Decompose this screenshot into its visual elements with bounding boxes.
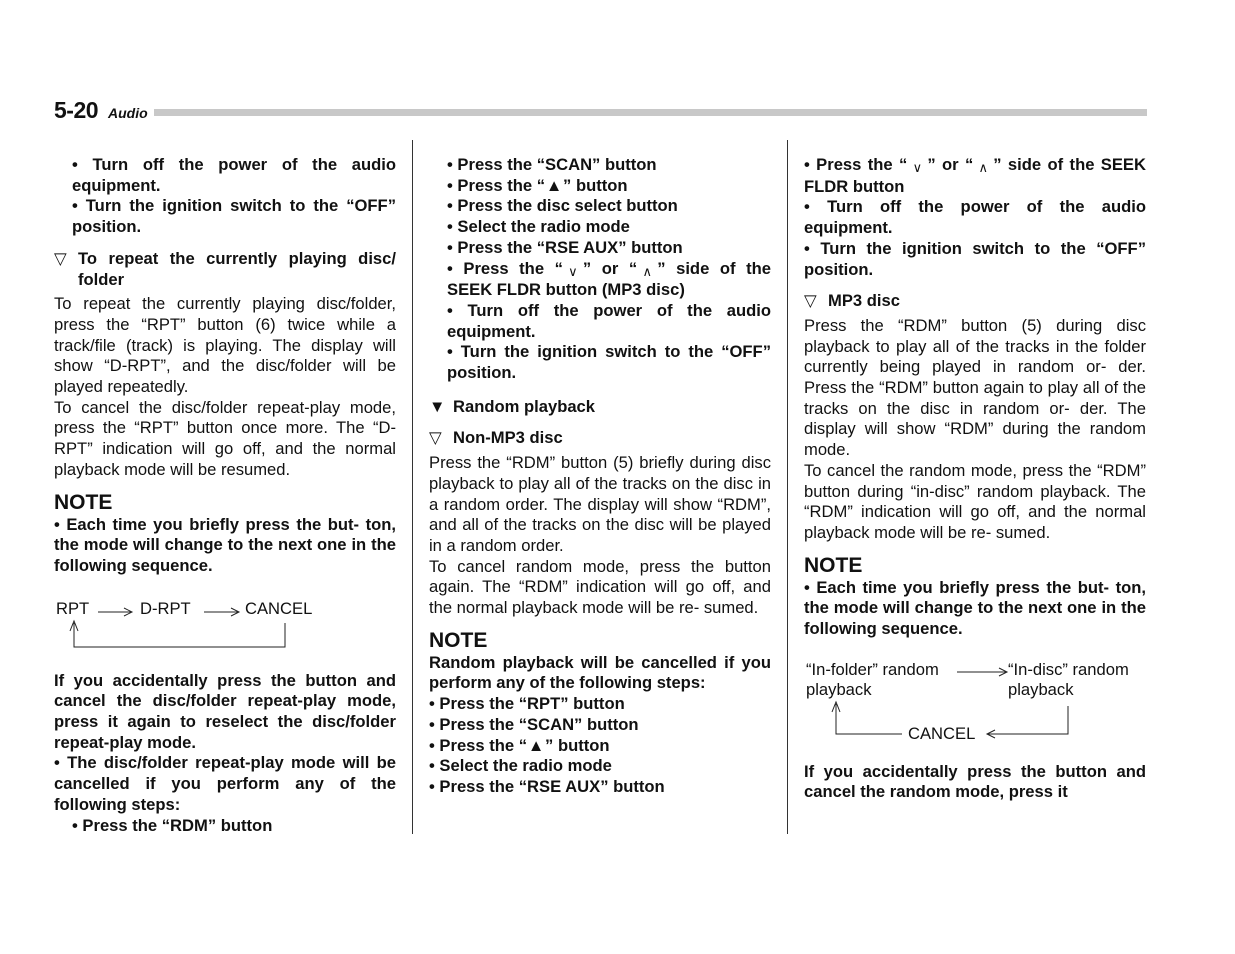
hollow-triangle-icon: ▽ <box>804 291 817 311</box>
paragraph-random-how: Press the “RDM” button (5) briefly during disc playback to play all of the tracks on the disc in a random order. The display will show “RDM”, and all of the tracks on the disc will be played in a random order. <box>429 453 771 555</box>
step-ignition-off: • Turn the ignition switch to the “OFF” position. <box>447 342 771 383</box>
column-3 <box>804 155 1146 803</box>
page-number: 5-20 <box>54 97 99 123</box>
diagram-rpt: RPT <box>56 598 90 618</box>
step-power-off: • Turn off the power of the audio equipment. <box>447 300 771 341</box>
page-header <box>54 97 1147 125</box>
diagram-in-disc-line2: playback <box>1008 679 1074 699</box>
note-accidental-random: If you accidentally press the button and cancel the random mode, press it <box>804 761 1146 802</box>
column-divider-2 <box>787 140 788 834</box>
step-power-off-2: • Turn off the power of the audio equipment. <box>804 197 1146 238</box>
sequence-diagram <box>54 577 396 671</box>
diagram-cancel: CANCEL <box>245 598 313 618</box>
eject-icon: ▲ <box>545 175 563 195</box>
note-repeat-cancelled: • The disc/folder repeat-play mode will be cancelled if you perform any of the following steps: <box>54 753 396 814</box>
diagram-arrows <box>804 640 1146 762</box>
diagram-cancel: CANCEL <box>908 723 976 743</box>
step-press-scan-2: • Press the “SCAN” button <box>429 714 639 734</box>
step-seek-fldr-2: • Press the “ ∨ ” or “ ∧ ” side of the SEEK FLDR button <box>804 155 1146 196</box>
subheading-mp3: ▽ MP3 disc <box>804 291 900 311</box>
column-2 <box>429 155 771 798</box>
step-press-eject: • Press the “▲” button <box>447 175 628 195</box>
bullet-ignition-off: • Turn the ignition switch to the “OFF” position. <box>72 196 396 237</box>
hollow-triangle-icon: ▽ <box>54 248 67 268</box>
diagram-in-folder-line2: playback <box>806 679 872 699</box>
diagram-arrows <box>54 577 396 671</box>
note-accidental-repeat: If you accidentally press the button and cancel the disc/folder repeat-play mode, press it again to reselect the disc/folder repeat-play mode. <box>54 670 396 752</box>
header-rule <box>154 109 1147 116</box>
chevron-up-icon: ∧ <box>978 160 989 175</box>
paragraph-mp3-cancel: To cancel the random mode, press the “RDM” button during “in-disc” random playback. The “RDM” indication will go off, and the normal playback mode will be re- sumed. <box>804 460 1146 542</box>
eject-icon: ▲ <box>527 735 545 755</box>
step-disc-select: • Press the disc select button <box>447 196 678 216</box>
note-title: NOTE <box>54 490 113 514</box>
note-title: NOTE <box>429 628 488 652</box>
column-1 <box>54 155 396 836</box>
paragraph-repeat-how: To repeat the currently playing disc/folder, press the “RPT” button (6) twice while a track/file (track) is playing. The display will show “D-RPT”, and the disc/folder will be played repeatedly. <box>54 294 396 397</box>
hollow-triangle-icon: ▽ <box>429 428 442 448</box>
note-random-cancelled: Random playback will be cancelled if you perform any of the following steps: <box>429 652 771 693</box>
step-press-scan: • Press the “SCAN” button <box>447 155 657 174</box>
diagram-in-disc-line1: “In-disc” random <box>1008 659 1129 679</box>
step-press-rpt: • Press the “RPT” button <box>429 694 625 714</box>
paragraph-random-cancel: To cancel random mode, press the button again. The “RDM” indication will go off, and the normal playback mode will be re- sumed. <box>429 556 771 618</box>
random-sequence-diagram <box>804 640 1146 762</box>
bullet-power-off: • Turn off the power of the audio equipment. <box>72 155 396 195</box>
subheading-repeat-disc: ▽ To repeat the currently playing disc/ folder <box>54 248 396 289</box>
paragraph-mp3-how: Press the “RDM” button (5) during disc playback to play all of the tracks in the folder currently being played in random or- der. Press the “RDM” button again to play all of the tracks on the disc in random or- der. The display will show “RDM” during the random mode. <box>804 315 1146 460</box>
filled-triangle-icon: ▼ <box>429 396 446 416</box>
chevron-down-icon: ∨ <box>912 160 923 175</box>
step-rse-aux: • Press the “RSE AUX” button <box>447 237 683 257</box>
step-press-eject-2: • Press the “▲” button <box>429 735 610 755</box>
diagram-d-rpt: D-RPT <box>140 598 191 618</box>
step-ignition-off-2: • Turn the ignition switch to the “OFF” position. <box>804 238 1146 279</box>
chevron-down-icon: ∨ <box>568 263 578 279</box>
step-press-rdm: • Press the “RDM” button <box>72 815 273 835</box>
note-title: NOTE <box>804 553 863 577</box>
subheading-non-mp3: ▽ Non-MP3 disc <box>429 428 563 448</box>
paragraph-repeat-cancel: To cancel the disc/folder repeat-play mode, press the “RPT” button once more. The “D-RPT” indication will go off, and the normal playback mode will be resumed. <box>54 397 396 479</box>
heading-random-playback: ▼ Random playback <box>429 396 596 416</box>
column-divider-1 <box>412 140 413 834</box>
chevron-up-icon: ∧ <box>642 263 652 279</box>
note-sequence-intro-2: • Each time you briefly press the but- ton, the mode will change to the next one in the following sequence. <box>804 577 1146 639</box>
step-seek-fldr: • Press the “ ∨ ” or “ ∧ ” side of the SEEK FLDR button (MP3 disc) <box>447 258 771 300</box>
step-radio-mode-2: • Select the radio mode <box>429 756 612 776</box>
section-title: Audio <box>108 105 148 121</box>
note-sequence-intro: • Each time you briefly press the but- ton, the mode will change to the next one in the following sequence. <box>54 514 396 575</box>
diagram-in-folder-line1: “In-folder” random <box>806 659 939 679</box>
step-rse-aux-2: • Press the “RSE AUX” button <box>429 776 665 796</box>
step-radio-mode: • Select the radio mode <box>447 217 630 237</box>
